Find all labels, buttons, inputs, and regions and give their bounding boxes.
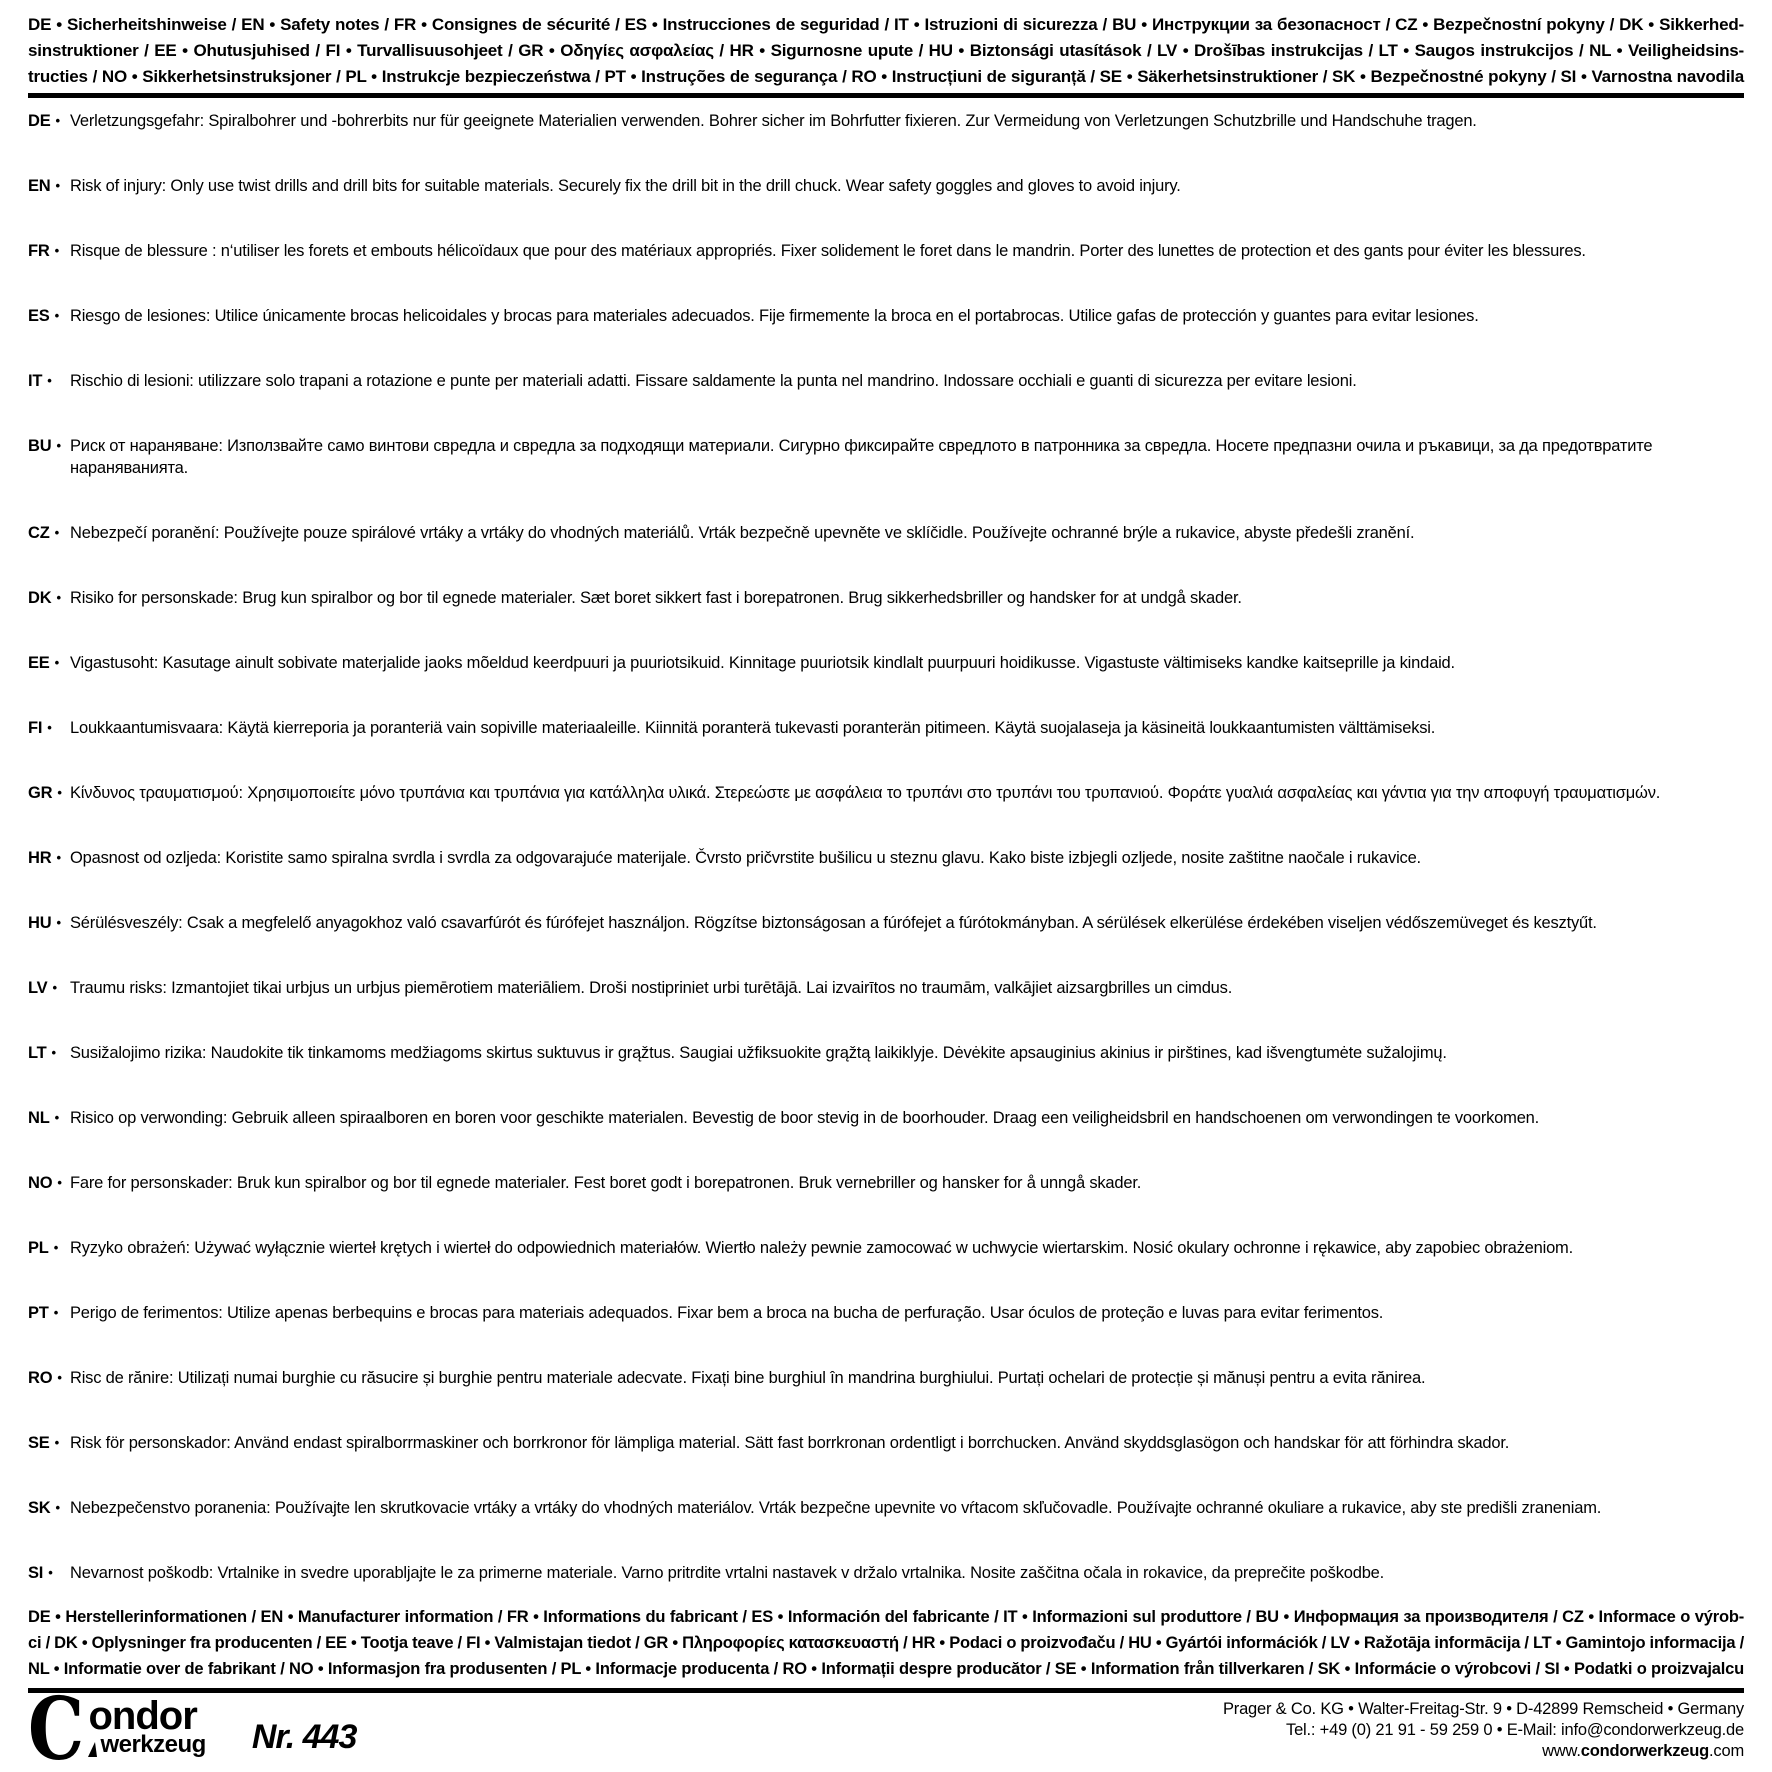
header-divider xyxy=(28,93,1744,98)
safety-note-text: Риск от нараняване: Използвайте само винтови свредла и свредла за подходящи материали. Сигурно фиксирайте свредлото в патронника за свредла. Носете предпазни очила и ръкавици, за да предотвратите нараняванията. xyxy=(70,437,1653,477)
language-code: PL xyxy=(28,1239,49,1257)
bullet-separator: • xyxy=(54,525,59,540)
safety-note-text: Traumu risks: Izmantojiet tikai urbjus un urbjus piemērotiem materiāliem. Droši nostipriniet urbi turētājā. Lai izvairītos no traumām, valkājiet aizsargbrilles un cimdus. xyxy=(70,979,1233,997)
title-line: tructies / NO • Sikkerhetsinstruksjoner / PL • Instrukcje bezpieczeństwa / PT • Instruções de segurança / RO • Instrucțiuni de siguranță / SE • Säkerhetsinstruktioner / SK • Bezpečnostné pokyny / SI • Varnostna navodila xyxy=(28,67,1744,86)
bullet-separator: • xyxy=(57,785,62,800)
contact-line: Tel.: +49 (0) 21 91 - 59 259 0 • E-Mail: info@condorwerkzeug.de xyxy=(1286,1721,1744,1739)
language-code: FR xyxy=(28,242,50,260)
manufacturer-info-line: NL • Informatie over de fabrikant / NO • Informasjon fra produsenten / PL • Informacje producenta / RO • Informații despre producător / SE • Information från tillverkaren / SK • Informácie o výrobcovi / SI • Podatki o proizvajalcu xyxy=(28,1660,1744,1678)
safety-notes-list xyxy=(28,110,1744,1584)
bullet-separator: • xyxy=(55,113,60,128)
bullet-separator: • xyxy=(47,373,52,388)
language-code: LV xyxy=(28,979,48,997)
language-code: LT xyxy=(28,1044,47,1062)
bullet-separator: • xyxy=(56,438,61,453)
safety-note-text: Risque de blessure : n‘utiliser les forets et embouts hélicoïdaux que pour des matériaux appropriés. Fixer solidement le foret dans le mandrin. Porter des lunettes de protection et des gants pour éviter les blessures. xyxy=(70,242,1586,260)
bullet-separator: • xyxy=(54,308,59,323)
website-prefix: www. xyxy=(1542,1742,1581,1760)
safety-note-text: Perigo de ferimentos: Utilize apenas berbequins e brocas para materiais adequados. Fixar bem a broca na bucha de perfuração. Usar óculos de proteção e luvas para evitar ferimentos. xyxy=(70,1304,1384,1322)
safety-note-text: Risiko for personskade: Brug kun spiralbor og bor til egnede materialer. Sæt boret sikkert fast i borepatronen. Brug sikkerhedsbriller og handsker for at undgå skader. xyxy=(70,589,1242,607)
language-code: PT xyxy=(28,1304,49,1322)
language-code: NO xyxy=(28,1174,53,1192)
bullet-separator: • xyxy=(48,1565,53,1580)
website-domain: condorwerkzeug xyxy=(1580,1742,1710,1760)
safety-note-row-no xyxy=(28,1172,1744,1194)
safety-note-row-es xyxy=(28,305,1744,327)
logo-triangle-icon xyxy=(88,1742,97,1757)
bullet-separator: • xyxy=(51,1045,56,1060)
bullet-separator: • xyxy=(57,1370,62,1385)
condor-logo-subtitle xyxy=(88,1733,205,1757)
safety-note-row-se xyxy=(28,1432,1744,1454)
safety-note-row-pt xyxy=(28,1302,1744,1324)
safety-note-text: Κίνδυνος τραυματισμού: Χρησιμοποιείτε μόνο τρυπάνια και τρυπάνια για κατάλληλα υλικά. Στερεώστε με ασφάλεια το τρυπάνι στο τρυπάνι του τρυπανιού. Φοράτε γυαλιά ασφαλείας και γάντια για την αποφυγή τραυματισμών. xyxy=(70,784,1661,802)
safety-note-row-it xyxy=(28,370,1744,392)
safety-note-text: Fare for personskader: Bruk kun spiralbor og bor til egnede materialer. Fest boret godt i borepatronen. Bruk vernebriller og hansker for å unngå skader. xyxy=(70,1174,1142,1192)
language-code: DE xyxy=(28,112,51,130)
safety-note-text: Rischio di lesioni: utilizzare solo trapani a rotazione e punte per materiali adatti. Fissare saldamente la punta nel mandrino. Indossare occhiali e guanti di sicurezza per evitare lesioni. xyxy=(70,372,1357,390)
bullet-separator: • xyxy=(54,243,59,258)
website-line xyxy=(1223,1741,1744,1762)
safety-note-row-gr xyxy=(28,782,1744,804)
bullet-separator: • xyxy=(57,1175,62,1190)
safety-note-row-ro xyxy=(28,1367,1744,1389)
language-code: SK xyxy=(28,1499,51,1517)
manufacturer-info-line: DE • Herstellerinformationen / EN • Manufacturer information / FR • Informations du fabricant / ES • Información del fabricante / IT • Informazioni sul produttore / BU • Информация за производителя / CZ • Informace o výrob- xyxy=(28,1608,1744,1626)
safety-note-text: Riesgo de lesiones: Utilice únicamente brocas helicoidales y brocas para materiales adecuados. Fije firmemente la broca en el portabrocas. Utilice gafas de protección y guantes para evitar lesiones. xyxy=(70,307,1479,325)
language-code: HU xyxy=(28,914,52,932)
safety-note-row-bu xyxy=(28,435,1744,479)
bullet-separator: • xyxy=(52,980,57,995)
safety-note-text: Risc de rănire: Utilizați numai burghie cu răsucire și burghie pentru materiale adecvate. Fixați bine burghiul în mandrina burghiului. Purtați ochelari de protecție și mănuși pentru a evita rănirea. xyxy=(70,1369,1426,1387)
product-number: Nr. 443 xyxy=(251,1718,357,1756)
bullet-separator: • xyxy=(56,915,61,930)
safety-note-row-nl xyxy=(28,1107,1744,1129)
safety-note-text: Ryzyko obrażeń: Używać wyłącznie wierteł krętych i wierteł do odpowiednich materiałów. Wiertło należy pewnie zamocować w uchwycie wiertarskim. Nosić okulary ochronne i rękawice, aby zapobiec obrażeniom. xyxy=(70,1239,1573,1257)
language-code: GR xyxy=(28,784,53,802)
language-code: NL xyxy=(28,1109,50,1127)
language-code: EE xyxy=(28,654,50,672)
bullet-separator: • xyxy=(54,1110,59,1125)
safety-note-row-en xyxy=(28,175,1744,197)
bullet-separator: • xyxy=(55,1500,60,1515)
language-code: DK xyxy=(28,589,52,607)
condor-logo-c: C xyxy=(28,1679,81,1772)
bullet-separator: • xyxy=(53,1240,59,1255)
bullet-separator: • xyxy=(53,1305,59,1320)
language-code: SI xyxy=(28,1564,44,1582)
safety-note-text: Nebezpečenstvo poranenia: Používajte len skrutkovacie vrtáky a vrtáky do vhodných materiálov. Vrták bezpečne upevnite vo vŕtacom skľučovadle. Používajte ochranné okuliare a rukavice, aby ste predišli zraneniam. xyxy=(70,1499,1602,1517)
multilingual-title xyxy=(28,12,1744,90)
safety-note-row-de xyxy=(28,110,1744,132)
safety-note-text: Susižalojimo rizika: Naudokite tik tinkamoms medžiagoms skirtus suktuvus ir grąžtus. Saugiai užfiksuokite grąžtą laikiklyje. Dėvėkite apsauginius akinius ir pirštines, kad išvengtumėte sužalojimų. xyxy=(70,1044,1447,1062)
manufacturer-address xyxy=(1223,1699,1744,1762)
safety-note-text: Risico op verwonding: Gebruik alleen spiraalboren en boren voor geschikte materialen. Bevestig de boor stevig in de boorhouder. Draag een veiligheidsbril en handschoenen om verwondingen te voorkomen. xyxy=(70,1109,1540,1127)
bullet-separator: • xyxy=(56,850,61,865)
website-suffix: .com xyxy=(1709,1742,1744,1760)
language-code: BU xyxy=(28,437,52,455)
safety-note-text: Nebezpečí poranění: Používejte pouze spirálové vrtáky a vrtáky do vhodných materiálů. Vrták bezpečně upevněte ve sklíčidle. Používejte ochranné brýle a rukavice, abyste předešli zranění. xyxy=(70,524,1415,542)
condor-logo-name: ondor xyxy=(88,1694,197,1738)
safety-note-row-dk xyxy=(28,587,1744,609)
title-line: DE • Sicherheitshinweise / EN • Safety notes / FR • Consignes de sécurité / ES • Instrucciones de seguridad / IT • Istruzioni di sicurezza / BU • Инструкции за безопасност / CZ • Bezpečnostní pokyny / DK • Sikkerhed- xyxy=(28,15,1744,34)
bullet-separator: • xyxy=(47,720,52,735)
manufacturer-info-strip xyxy=(28,1604,1744,1682)
safety-note-row-si xyxy=(28,1562,1744,1584)
safety-note-row-hr xyxy=(28,847,1744,869)
safety-note-row-lt xyxy=(28,1042,1744,1064)
language-code: CZ xyxy=(28,524,50,542)
safety-note-text: Sérülésveszély: Csak a megfelelő anyagokhoz való csavarfúrót és fúrófejet használjon. Rögzítse biztonságosan a fúrófejet a fúrótokmányban. A sérülések elkerülése érdekében viseljen védőszemüveget és kesztyűt. xyxy=(70,914,1597,932)
address-line: Prager & Co. KG • Walter-Freitag-Str. 9 • D-42899 Remscheid • Germany xyxy=(1222,1700,1744,1718)
safety-note-text: Opasnost od ozljeda: Koristite samo spiralna svrdla i svrdla za odgovarajuće materijale. Čvrsto pričvrstite bušilicu u steznu glavu. Kako biste izbjegli ozljede, nosite zaštitne naočale i rukavice. xyxy=(70,849,1421,867)
title-line: sinstruktioner / EE • Ohutusjuhised / FI • Turvallisuusohjeet / GR • Οδηγίες ασφαλείας / HR • Sigurnosne upute / HU • Biztonsági utasítások / LV • Drošības instrukcijas / LT • Saugos instrukcijos / NL • Veiligheidsins- xyxy=(28,41,1744,60)
bullet-separator: • xyxy=(55,178,60,193)
language-code: IT xyxy=(28,372,43,390)
language-code: HR xyxy=(28,849,52,867)
safety-note-row-fr xyxy=(28,240,1744,262)
safety-note-row-pl xyxy=(28,1237,1744,1259)
condor-logo-text xyxy=(88,1694,206,1758)
manufacturer-info-line: ci / DK • Oplysninger fra producenten / EE • Tootja teave / FI • Valmistajan tiedot / GR • Πληροφορίες κατασκευαστή / HR • Podaci o proizvođaču / HU • Gyártói információk / LV • Ražotāja informācija / LT • Gamintojo informacija / xyxy=(28,1634,1744,1652)
footer xyxy=(28,1679,1744,1772)
safety-note-text: Loukkaantumisvaara: Käytä kierreporia ja poranteriä vain sopiville materiaaleille. Kiinnitä poranterä tukevasti poranterän pitimeen. Käytä suojalaseja ja käsineitä loukkaantumisten välttämiseksi. xyxy=(70,719,1436,737)
language-code: EN xyxy=(28,177,51,195)
safety-note-text: Nevarnost poškodb: Vrtalnike in svedre uporabljajte le za primerne materiale. Varno pritrdite vrtalni nastavek v držalo vrtalnika. Nosite zaščitna očala in rokavice, da preprečite poškodbe. xyxy=(70,1564,1385,1582)
safety-note-row-ee xyxy=(28,652,1744,674)
bullet-separator: • xyxy=(54,655,59,670)
safety-note-row-cz xyxy=(28,522,1744,544)
condor-logo-subtitle-text: werkzeug xyxy=(100,1731,206,1758)
bullet-separator: • xyxy=(56,590,61,605)
footer-divider xyxy=(28,1688,1744,1693)
brand-block xyxy=(28,1679,357,1772)
language-code: ES xyxy=(28,307,50,325)
safety-note-row-fi xyxy=(28,717,1744,739)
condor-logo xyxy=(28,1679,206,1772)
language-code: RO xyxy=(28,1369,53,1387)
safety-note-row-hu xyxy=(28,912,1744,934)
language-code: FI xyxy=(28,719,43,737)
safety-note-row-sk xyxy=(28,1497,1744,1519)
safety-note-text: Vigastusoht: Kasutage ainult sobivate materjalide jaoks mõeldud keerdpuuri ja puuriotsikuid. Kinnitage puuriotsik kindlalt puurpuuri hoidikusse. Vigastuste vältimiseks kandke kaitseprille ja kindaid. xyxy=(70,654,1455,672)
safety-note-text: Risk för personskador: Använd endast spiralborrmaskiner och borrkronor för lämpliga material. Sätt fast borrkronan ordentligt i borrchucken. Använd skyddsglasögon och handskar för att förhindra skador. xyxy=(70,1434,1510,1452)
language-code: SE xyxy=(28,1434,50,1452)
safety-note-text: Verletzungsgefahr: Spiralbohrer und -bohrerbits nur für geeignete Materialien verwenden. Bohrer sicher im Bohrfutter fixieren. Zur Vermeidung von Verletzungen Schutzbrille und Handschuhe tragen. xyxy=(70,112,1477,130)
safety-note-row-lv xyxy=(28,977,1744,999)
bullet-separator: • xyxy=(54,1435,59,1450)
safety-note-text: Risk of injury: Only use twist drills and drill bits for suitable materials. Securely fix the drill bit in the drill chuck. Wear safety goggles and gloves to avoid injury. xyxy=(70,177,1181,195)
